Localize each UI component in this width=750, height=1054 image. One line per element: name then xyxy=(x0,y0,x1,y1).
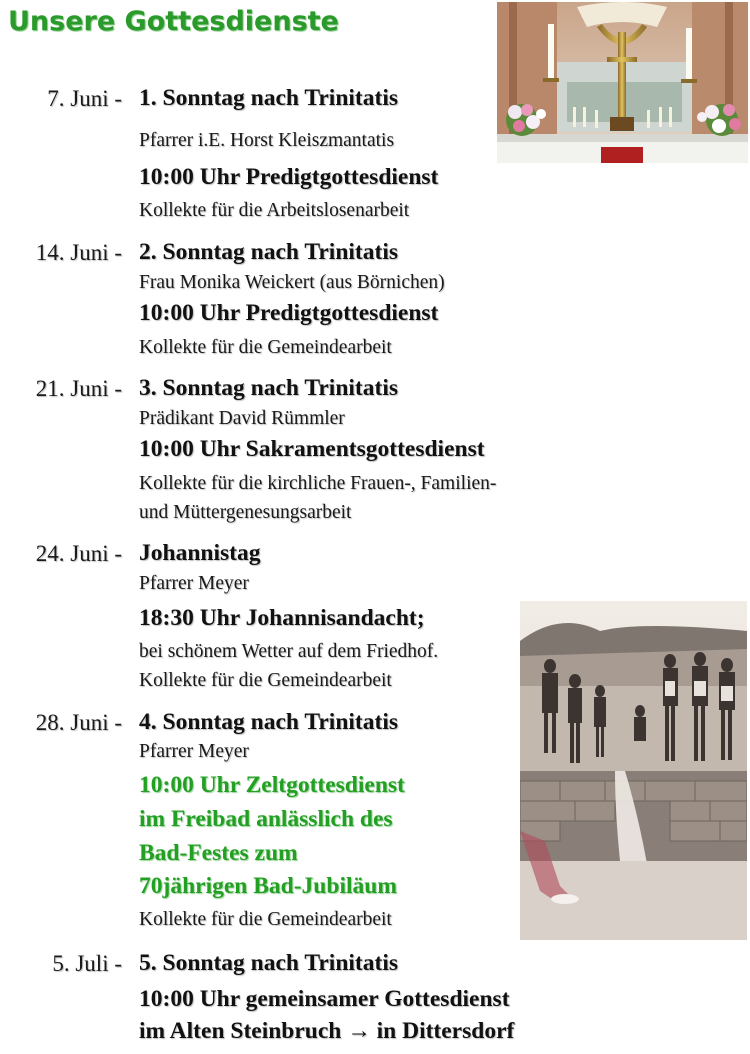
service-preacher: Prädikant David Rümmler xyxy=(139,408,345,429)
service-time-type: 10:00 Uhr Predigtgottesdienst xyxy=(139,300,439,326)
service-name: Johannistag xyxy=(139,540,261,566)
altar-photo xyxy=(497,2,748,163)
service-collection: Kollekte für die Gemeindearbeit xyxy=(139,670,392,691)
service-date: 7. Juni - xyxy=(47,86,122,111)
service-name: 5. Sonntag nach Trinitatis xyxy=(139,950,398,976)
service-name: 4. Sonntag nach Trinitatis xyxy=(139,709,398,735)
service-location: im Alten Steinbruch → in Dittersdorf xyxy=(139,1018,515,1044)
service-preacher: Pfarrer Meyer xyxy=(139,573,249,594)
service-note: bei schönem Wetter auf dem Friedhof. xyxy=(139,641,439,662)
service-date: 28. Juni - xyxy=(35,710,122,735)
page-title: Unsere Gottesdienste xyxy=(8,6,339,37)
service-collection: Kollekte für die Gemeindearbeit xyxy=(139,909,392,930)
service-date: 24. Juni - xyxy=(35,541,122,566)
service-collection: Kollekte für die Gemeindearbeit xyxy=(139,337,392,358)
service-name: 3. Sonntag nach Trinitatis xyxy=(139,375,398,401)
historic-pool-photo xyxy=(520,601,747,940)
service-date: 21. Juni - xyxy=(35,376,122,401)
service-date: 5. Juli - xyxy=(52,951,122,976)
service-name: 1. Sonntag nach Trinitatis xyxy=(139,85,398,111)
service-time-type: 10:00 Uhr Sakramentsgottesdienst xyxy=(139,436,485,462)
service-collection: Kollekte für die Arbeitslosenarbeit xyxy=(139,200,410,221)
service-time-type: 10:00 Uhr Predigtgottesdienst xyxy=(139,164,439,190)
service-preacher: Pfarrer i.E. Horst Kleiszmantatis xyxy=(139,130,395,151)
service-preacher: Frau Monika Weickert (aus Börnichen) xyxy=(139,272,445,293)
service-highlight: Bad-Festes zum xyxy=(139,840,298,866)
service-preacher: Pfarrer Meyer xyxy=(139,741,249,762)
service-time-type: 18:30 Uhr Johannisandacht; xyxy=(139,605,425,631)
service-highlight: 10:00 Uhr Zeltgottesdienst xyxy=(139,772,405,798)
service-collection: und Müttergenesungsarbeit xyxy=(139,502,352,523)
service-date: 14. Juni - xyxy=(35,240,122,265)
service-collection: Kollekte für die kirchliche Frauen-, Familien- xyxy=(139,473,497,494)
service-time-type: 10:00 Uhr gemeinsamer Gottesdienst xyxy=(139,986,510,1012)
service-name: 2. Sonntag nach Trinitatis xyxy=(139,239,398,265)
service-highlight: im Freibad anlässlich des xyxy=(139,806,393,832)
service-highlight: 70jährigen Bad-Jubiläum xyxy=(139,873,397,899)
